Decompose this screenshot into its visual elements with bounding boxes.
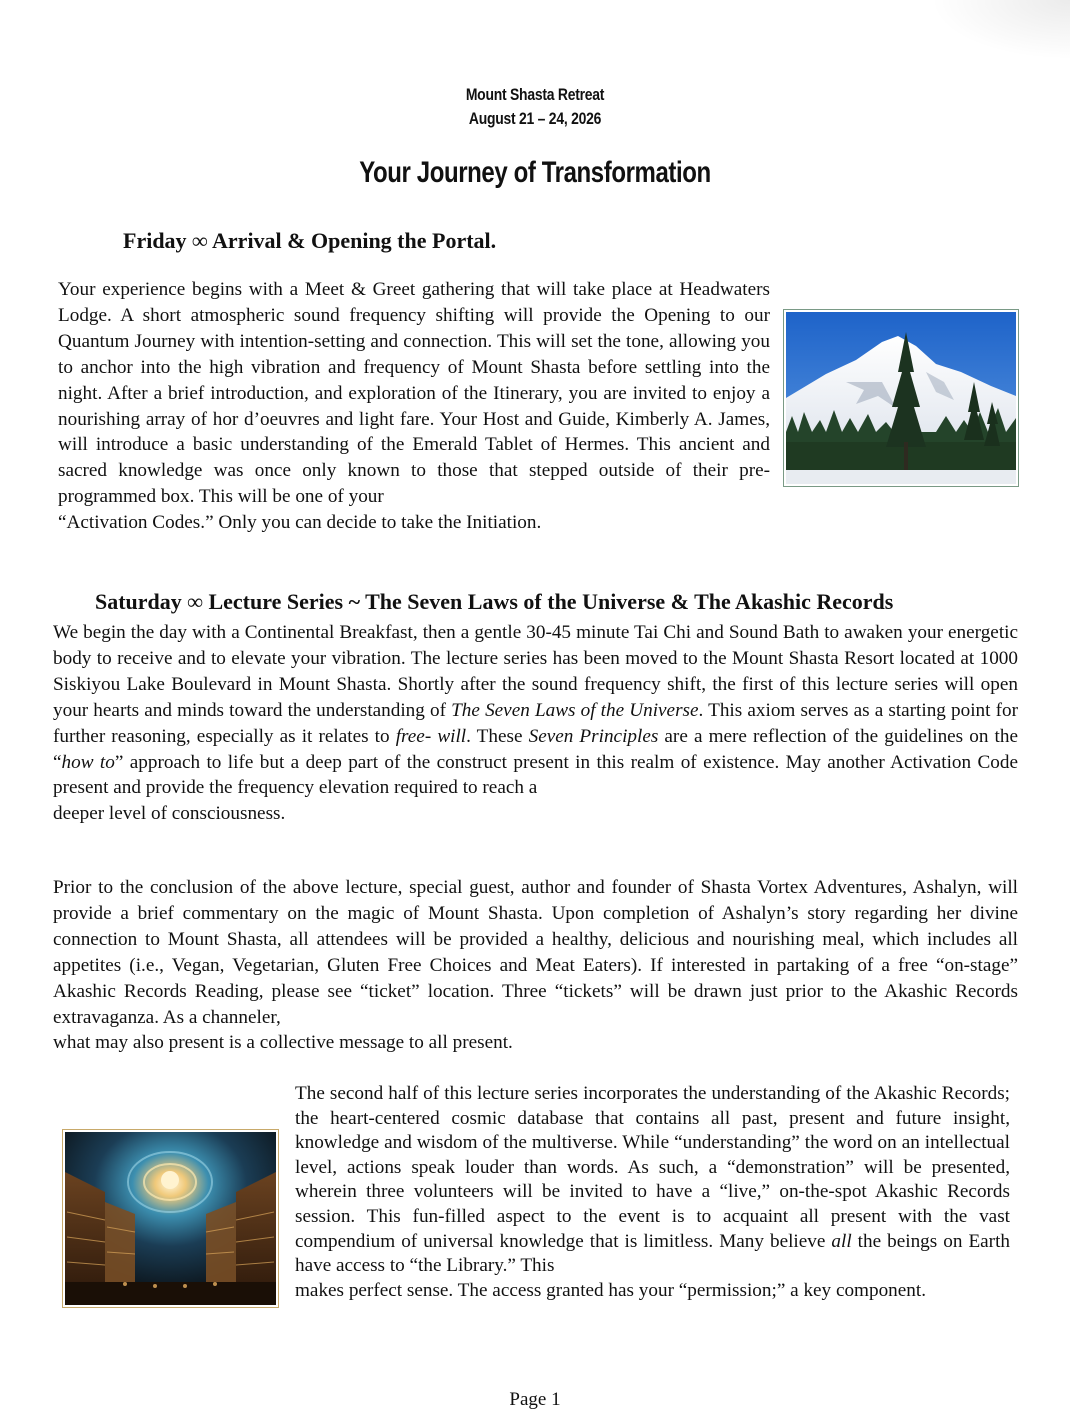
- saturday-paragraph-2: [53, 875, 1018, 1056]
- italic-run: free- will: [395, 725, 467, 747]
- text-run-end: makes perfect sense. The access granted has your “permission;” a key component.: [295, 1279, 927, 1301]
- friday-text: Your experience begins with a Meet & Greet gathering that will take place at Headwaters Lodge. A short atmospheric sound frequency shifting will provide the Opening to our Quantum Journey with intention-setting and connection. This will set the tone, allowing you to anchor into the high vibration and frequency of Mount Shasta before settling into the night. After a brief introduction, and exploration of the Itinerary, you are invited to enjoy a nourishing array of hor d’oeuvres and light fare. Your Host and Guide, Kimberly A. James, will introduce a basic understanding of the Emerald Tablet of Hermes. This ancient and sacred knowledge was once only known to those that stepped outside of their pre-programmed box. This will be one of your: [58, 279, 770, 508]
- text-run: ” approach to life but a deep part of the construct present in this realm of existence. May another Activation Code present and provide the frequency elevation required to reach a: [53, 751, 1018, 799]
- text-run: . This axiom serves as a starting point for further reasoning, especially as it relates to: [53, 699, 1018, 747]
- text-run: the beings on Earth have access to “the Library.” This: [295, 1230, 1010, 1277]
- text-run: Prior to the conclusion of the above lecture, special guest, author and founder of Shasta Vortex Adventures, Ashalyn, will provide a brief commentary on the magic of Mount Shasta. Upon completion of Ashalyn’s story regarding her divine connection to Mount Shasta, all attendees will be provided a healthy, delicious and nourishing meal, which includes all appetites (i.e., Vegan, Vegetarian, Gluten Free Choices and Meat Eaters). If interested in partaking of a free “on-stage” Akashic Records Reading, please see “ticket” location. Three “tickets” will be drawn just prior to the Akashic Records extravaganza. As a channeler,: [53, 877, 1018, 1028]
- italic-run: The Seven Laws of the Universe: [451, 699, 699, 721]
- page-corner-shadow: [930, 0, 1070, 60]
- italic-run: Seven Principles: [528, 725, 659, 747]
- library-illustration: [65, 1132, 276, 1305]
- mountain-image: [786, 312, 1016, 484]
- text-run: are a mere reflection of the guidelines on the “: [53, 725, 1018, 773]
- event-name: Mount Shasta Retreat: [465, 85, 605, 104]
- saturday-paragraph-3: [295, 1082, 1010, 1303]
- friday-paragraph: [58, 277, 770, 536]
- text-run: We begin the day with a Continental Breakfast, then a gentle 30-45 minute Tai Chi and Sound Bath to awaken your energetic body to receive and to elevate your vibration. The lecture series has been moved to the Mount Shasta Resort located at 1000 Siskiyou Lake Boulevard in Mount Shasta. Shortly after the sound frequency shift, the first of this lecture series will open your hearts and minds toward the understanding of: [53, 622, 1018, 721]
- italic-run: how to: [61, 751, 115, 773]
- friday-text-end: “Activation Codes.” Only you can decide to take the Initiation.: [58, 512, 542, 534]
- page-title: Your Journey of Transformation: [359, 156, 711, 189]
- text-run-end: what may also present is a collective message to all present.: [53, 1032, 513, 1054]
- saturday-heading: Saturday ∞ Lecture Series ~ The Seven Laws of the Universe & The Akashic Records: [95, 589, 894, 614]
- saturday-paragraph-1: [53, 620, 1018, 827]
- akashic-library-image: [62, 1129, 279, 1308]
- friday-heading: Friday ∞ Arrival & Opening the Portal.: [123, 228, 497, 253]
- mount-shasta-photo: [783, 309, 1019, 487]
- event-dates: August 21 – 24, 2026: [468, 109, 602, 128]
- text-run: . These: [466, 725, 529, 747]
- text-run: The second half of this lecture series incorporates the understanding of the Akashic Records; the heart-centered cosmic database that contains all past, present and future insight, knowledge and wisdom of the multiverse. While “understanding” the word on an intellectual level, actions speak louder than words. As such, a “demonstration” will be presented, wherein three volunteers will be invited to have a “live,” on-the-spot Akashic Records session. This fun-filled aspect to the event is to acquaint all present with the vast compendium of universal knowledge that is limitless. Many believe: [295, 1083, 1010, 1252]
- italic-run: all: [831, 1230, 852, 1252]
- text-run-end: deeper level of consciousness.: [53, 803, 286, 825]
- page-number: Page 1: [509, 1389, 561, 1410]
